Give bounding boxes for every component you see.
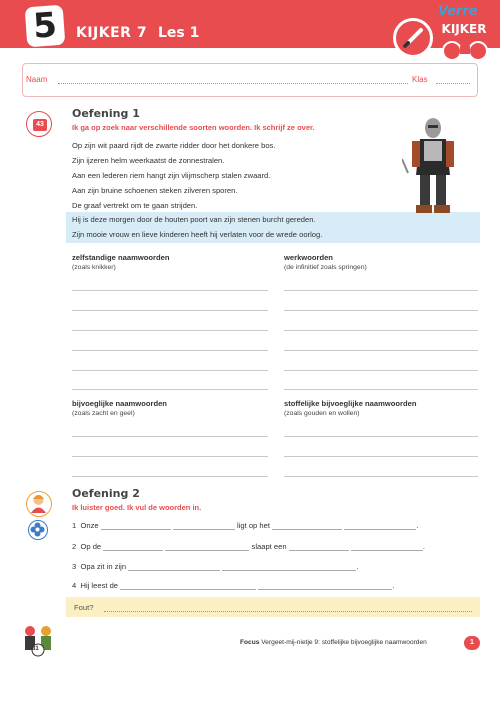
item-end: . — [422, 542, 425, 551]
error-box — [66, 597, 480, 617]
fill-item-1 — [72, 521, 418, 530]
item-end: . — [392, 581, 395, 590]
exercise1-title: Oefening 1 — [72, 107, 140, 120]
answer-blank[interactable] — [272, 522, 342, 530]
name-class-box — [22, 63, 478, 97]
logo-bottom-text: KIJKER — [436, 20, 492, 38]
sentence: Aan zijn bruine schoenen steken zilveren sporen. — [72, 186, 238, 195]
writing-line[interactable] — [284, 310, 478, 311]
item-number: 1 — [72, 521, 77, 530]
footer-focus — [240, 639, 427, 646]
column-sub-adjectives: (zoals zacht en geel) — [72, 410, 135, 417]
item-text: Opa zit in zijn — [80, 562, 127, 571]
column-sub-nouns: (zoals knikker) — [72, 264, 116, 271]
answer-blank[interactable] — [289, 543, 349, 551]
verrekijker-logo — [436, 4, 494, 62]
writing-line[interactable] — [284, 436, 478, 437]
logo-top-text: Verre — [438, 4, 478, 19]
writing-line[interactable] — [284, 389, 478, 390]
column-sub-material-adjectives: (zoals gouden en wollen) — [284, 410, 360, 417]
answer-blank[interactable] — [258, 581, 395, 590]
sentence: Zijn ijzeren helm weerkaatst de zonnestralen. — [72, 156, 225, 165]
class-field[interactable] — [436, 83, 470, 84]
column-sub-verbs: (de infinitief zoals springen) — [284, 264, 367, 271]
name-field[interactable] — [58, 83, 408, 84]
column-heading-verbs: werkwoorden — [284, 253, 333, 262]
exercise-badge: 43 — [33, 119, 47, 131]
writing-line[interactable] — [284, 456, 478, 457]
flower-icon — [28, 520, 48, 540]
item-text: slaapt een — [251, 542, 287, 551]
answer-blank[interactable] — [344, 521, 419, 530]
writing-line[interactable] — [72, 370, 268, 371]
fill-item-4 — [72, 581, 394, 590]
page-number: 1 — [464, 636, 480, 650]
children-icon — [20, 624, 56, 658]
exercise2-title: Oefening 2 — [72, 487, 140, 500]
writing-line[interactable] — [72, 389, 268, 390]
answer-blank[interactable] — [120, 582, 256, 590]
answer-blank[interactable] — [165, 543, 249, 551]
chapter-number: 5 — [25, 5, 66, 48]
answer-blank[interactable] — [173, 522, 235, 530]
answer-blank[interactable] — [101, 522, 171, 530]
writing-line[interactable] — [72, 456, 268, 457]
sentence: De graaf vertrekt om te gaan strijden. — [72, 201, 198, 210]
lesson-title: Les 1 — [158, 25, 200, 41]
exercise1-instruction: Ik ga op zoek naar verschillende soorten woorden. Ik schrijf ze over. — [72, 123, 315, 132]
answer-blank[interactable] — [351, 543, 423, 551]
binoculars-icon — [440, 40, 490, 62]
sentence: Op zijn wit paard rijdt de zwarte ridder door het donkere bos. — [72, 141, 276, 150]
writing-line[interactable] — [72, 476, 268, 477]
item-text: Op de — [80, 542, 102, 551]
writing-line[interactable] — [72, 310, 268, 311]
item-text: Onze — [80, 521, 99, 530]
writing-line[interactable] — [284, 290, 478, 291]
pencil-icon — [393, 18, 433, 58]
fill-item-3 — [72, 562, 358, 571]
writing-line[interactable] — [72, 350, 268, 351]
knight-illustration — [402, 115, 464, 217]
fout-field[interactable] — [104, 611, 472, 612]
writing-line[interactable] — [284, 476, 478, 477]
fill-item-2 — [72, 542, 425, 551]
listening-child-icon — [26, 491, 52, 517]
writing-line[interactable] — [284, 330, 478, 331]
bottom-badge: 81 — [32, 646, 39, 652]
series-title: KIJKER 7 — [76, 25, 148, 41]
exercise2-instruction: Ik luister goed. Ik vul de woorden in. — [72, 503, 202, 512]
sentence: Hij is deze morgen door de houten poort van zijn stenen burcht gereden. — [72, 215, 316, 224]
item-number: 3 — [72, 562, 77, 571]
writing-line[interactable] — [72, 290, 268, 291]
sentence: Zijn mooie vrouw en lieve kinderen heeft hij verlaten voor de wrede oorlog. — [72, 230, 323, 239]
class-label: Klas — [412, 75, 428, 84]
name-label: Naam — [26, 75, 48, 84]
column-heading-nouns: zelfstandige naamwoorden — [72, 253, 170, 262]
item-number: 2 — [72, 542, 77, 551]
writing-line[interactable] — [72, 436, 268, 437]
item-text: Hij leest de — [80, 581, 119, 590]
focus-text: Vergeet-mij-nietje 9: stoffelijke bijvoeglijke naamwoorden — [261, 639, 427, 646]
column-heading-adjectives: bijvoeglijke naamwoorden — [72, 399, 167, 408]
answer-blank[interactable] — [128, 563, 220, 571]
focus-label: Focus — [240, 639, 260, 646]
writing-line[interactable] — [284, 350, 478, 351]
item-text: ligt op het — [237, 521, 270, 530]
fout-label: Fout? — [74, 603, 94, 612]
writing-line[interactable] — [284, 370, 478, 371]
item-number: 4 — [72, 581, 77, 590]
sentence: Aan een lederen riem hangt zijn vlijmscherp stalen zwaard. — [72, 171, 271, 180]
item-end: . — [416, 521, 419, 530]
writing-line[interactable] — [72, 330, 268, 331]
answer-blank[interactable] — [222, 562, 359, 571]
book-icon — [26, 111, 52, 137]
column-heading-material-adjectives: stoffelijke bijvoeglijke naamwoorden — [284, 399, 417, 408]
item-end: . — [356, 562, 359, 571]
answer-blank[interactable] — [103, 543, 163, 551]
